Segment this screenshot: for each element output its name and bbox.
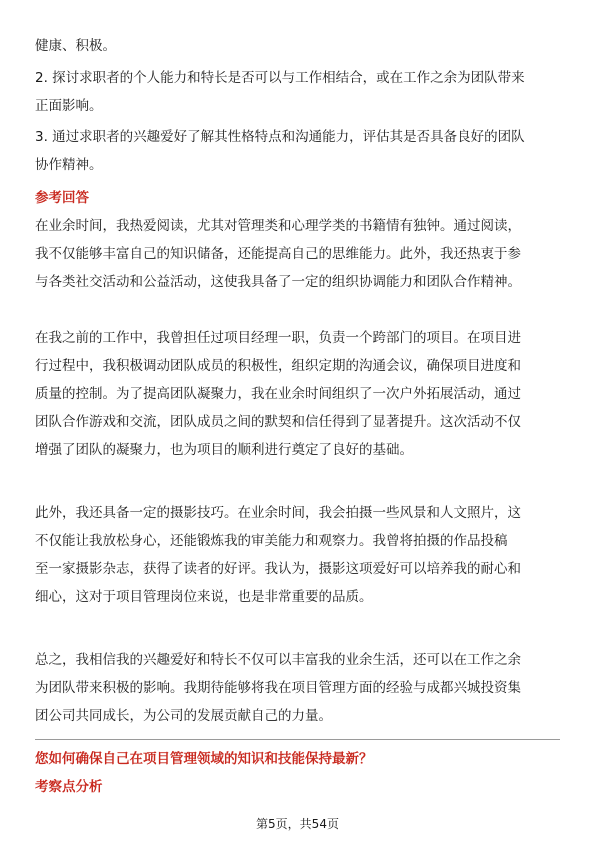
intro-line: 3. 通过求职者的兴趣爱好了解其性格特点和沟通能力，评估其是否具备良好的团队	[35, 129, 525, 145]
paragraph-line: 行过程中，我积极调动团队成员的积极性，组织定期的沟通会议，确保项目进度和	[35, 358, 521, 374]
paragraph-line: 质量的控制。为了提高团队凝聚力，我在业余时间组织了一次户外拓展活动，通过	[35, 386, 521, 402]
paragraph-line: 增强了团队的凝聚力，也为项目的顺利进行奠定了良好的基础。	[35, 442, 413, 458]
section-divider	[35, 739, 560, 740]
intro-line: 2. 探讨求职者的个人能力和特长是否可以与工作相结合，或在工作之余为团队带来	[35, 70, 525, 86]
paragraph-line: 与各类社交活动和公益活动，这使我具备了一定的组织协调能力和团队合作精神。	[35, 274, 521, 290]
paragraph-line: 在业余时间，我热爱阅读，尤其对管理类和心理学类的书籍情有独钟。通过阅读，	[35, 218, 521, 234]
page-number: 第5页，共54页	[256, 817, 339, 831]
intro-line: 正面影响。	[35, 98, 103, 114]
paragraph-line: 团公司共同成长，为公司的发展贡献自己的力量。	[35, 708, 332, 724]
question-heading: 您如何确保自己在项目管理领域的知识和技能保持最新？	[35, 751, 373, 767]
paragraph-line: 细心，这对于项目管理岗位来说，也是非常重要的品质。	[35, 589, 373, 605]
paragraph-line: 不仅能让我放松身心，还能锻炼我的审美能力和观察力。我曾将拍摄的作品投稿	[35, 533, 508, 549]
paragraph-line: 我不仅能够丰富自己的知识储备，还能提高自己的思维能力。此外，我还热衷于参	[35, 246, 521, 262]
paragraph-line: 此外，我还具备一定的摄影技巧。在业余时间，我会拍摄一些风景和人文照片，这	[35, 505, 521, 521]
paragraph-line: 团队合作游戏和交流，团队成员之间的默契和信任得到了显著提升。这次活动不仅	[35, 414, 521, 430]
paragraph-line: 为团队带来积极的影响。我期待能够将我在项目管理方面的经验与成都兴城投资集	[35, 680, 521, 696]
analysis-heading: 考察点分析	[35, 779, 103, 795]
paragraph-line: 至一家摄影杂志，获得了读者的好评。我认为，摄影这项爱好可以培养我的耐心和	[35, 561, 521, 577]
paragraph-line: 总之，我相信我的兴趣爱好和特长不仅可以丰富我的业余生活，还可以在工作之余	[35, 652, 521, 668]
intro-line: 协作精神。	[35, 157, 103, 173]
answer-heading: 参考回答	[35, 190, 89, 206]
intro-line: 健康、积极。	[35, 38, 116, 54]
paragraph-line: 在我之前的工作中，我曾担任过项目经理一职，负责一个跨部门的项目。在项目进	[35, 330, 521, 346]
